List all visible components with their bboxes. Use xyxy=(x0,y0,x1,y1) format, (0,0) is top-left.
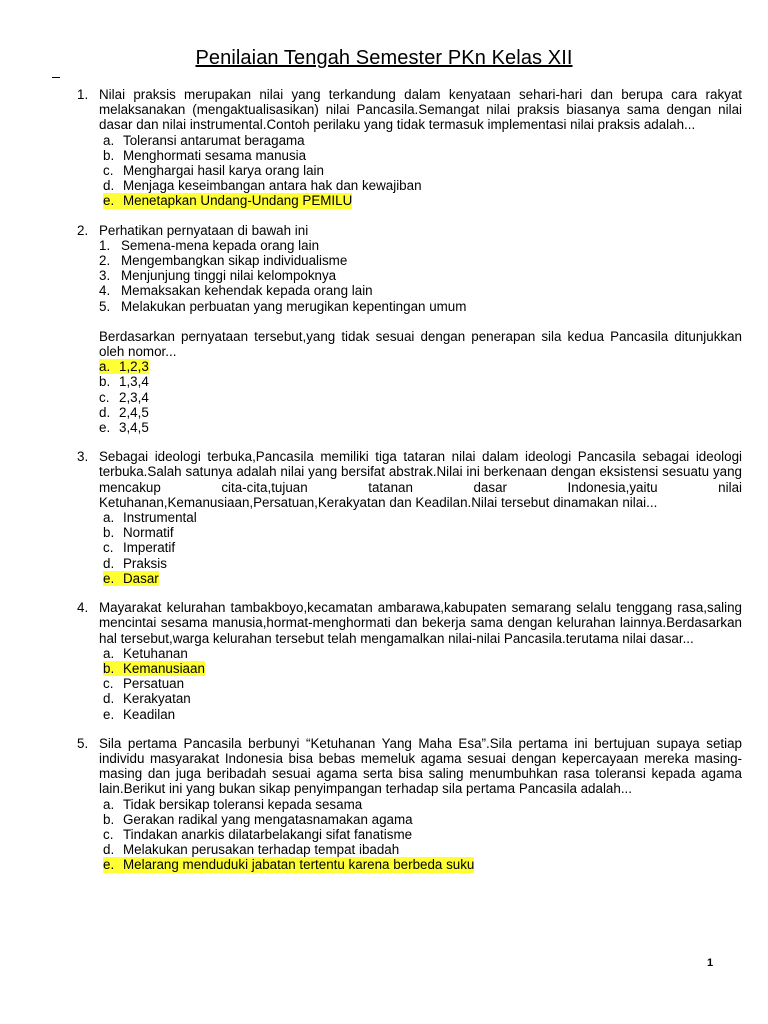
option-c: c. 2,3,4 xyxy=(99,389,149,405)
option-e: e. 3,4,5 xyxy=(99,420,149,436)
question-number: 4. xyxy=(77,600,89,616)
option-c: c. Imperatif xyxy=(103,540,176,556)
question-text: Perhatikan pernyataan di bawah ini xyxy=(99,222,309,238)
page-number: 1 xyxy=(707,957,714,969)
question-text: Sebagai ideologi terbuka,Pancasila memiliki tiga tataran nilai dalam ideologi Pancasila sebagai ideologi terbuka.Salah satunya adalah nilai yang bersifat abstrak.Nilai ini berkenaan dengan eksistensi sesuatu yang mencakup cita-cita,tujuan tatanan dasar Indonesia,yaitu nilai Ketuhanan,Kemanusiaan,Persatuan,Kerakyatan dan Keadilan.Nilai tersebut dinamakan nilai... xyxy=(99,449,742,510)
option-e-answer: e. Menetapkan Undang-Undang PEMILU xyxy=(103,193,353,209)
statement-1: 1. Semena-mena kepada orang lain xyxy=(99,237,320,253)
question-5 xyxy=(77,736,742,873)
option-a: a. Ketuhanan xyxy=(103,645,188,661)
option-a: a. Instrumental xyxy=(103,510,197,526)
option-d: d. Kerakyatan xyxy=(103,691,191,707)
question-number: 5. xyxy=(77,735,89,751)
option-b: b. Normatif xyxy=(103,525,174,541)
statement-5: 5. Melakukan perbuatan yang merugikan kepentingan umum xyxy=(99,298,467,314)
option-e-answer: e. Dasar xyxy=(103,570,159,586)
stray-mark xyxy=(52,77,60,78)
statement-3: 3. Menjunjung tinggi nilai kelompoknya xyxy=(99,268,337,284)
option-a: a. Tidak bersikap toleransi kepada sesama xyxy=(103,796,363,812)
option-c: c. Menghargai hasil karya orang lain xyxy=(103,163,324,179)
statement-4: 4. Memaksakan kehendak kepada orang lain xyxy=(99,283,373,299)
option-b: b. Gerakan radikal yang mengatasnamakan agama xyxy=(103,811,413,827)
option-e: e. Keadilan xyxy=(103,706,176,722)
option-b: b. 1,3,4 xyxy=(99,374,149,390)
question-1 xyxy=(77,87,742,209)
statement-2: 2. Mengembangkan sikap individualisme xyxy=(99,253,348,269)
option-d: d. Melakukan perusakan terhadap tempat ibadah xyxy=(103,842,400,858)
option-b: b. Menghormati sesama manusia xyxy=(103,147,307,163)
option-b-answer: b. Kemanusiaan xyxy=(103,660,205,676)
question-text: Nilai praksis merupakan nilai yang terkandung dalam kenyataan sehari-hari dan berupa cara rakyat melaksanakan (mengaktualisasikan) nilai Pancasila.Semangat nilai praksis biasanya sama dengan nilai dasar dan nilai instrumental.Contoh perilaku yang tidak termasuk implementasi nilai praksis adalah... xyxy=(99,87,742,133)
question-list xyxy=(77,87,742,873)
option-a-answer: a. 1,2,3 xyxy=(99,359,149,375)
question-4 xyxy=(77,600,742,722)
option-c: c. Persatuan xyxy=(103,676,185,692)
question-number: 2. xyxy=(77,222,89,238)
question-text-2: Berdasarkan pernyataan tersebut,yang tidak sesuai dengan penerapan sila kedua Pancasila ditunjukkan oleh nomor... xyxy=(99,328,742,360)
option-d: d. 2,4,5 xyxy=(99,404,149,420)
page-title: Penilaian Tengah Semester PKn Kelas XII xyxy=(195,47,573,69)
option-e-answer: e. Melarang menduduki jabatan tertentu karena berbeda suku xyxy=(103,857,475,873)
question-text: Mayarakat kelurahan tambakboyo,kecamatan ambarawa,kabupaten semarang selalu tenggang rasa,saling mencintai sesama manusia,hormat-menghormati dan bekerja sama dengan kelurahan lainnya.Berdasarkan hal tersebut,warga kelurahan tersebut telah mengamalkan nilai-nilai Pancasila.terutama nilai dasar... xyxy=(99,600,742,646)
question-number: 3. xyxy=(77,449,89,465)
option-d: d. Menjaga keseimbangan antara hak dan kewajiban xyxy=(103,178,422,194)
option-c: c. Tindakan anarkis dilatarbelakangi sifat fanatisme xyxy=(103,826,413,842)
question-text: Sila pertama Pancasila berbunyi “Ketuhanan Yang Maha Esa”.Sila pertama ini bertujuan supaya setiap individu masyarakat Indonesia bisa bebas memeluk agama sesuai dengan kepercayaan mereka masing-masing dan juga beribadah sesuai agama serta bisa saling menumbuhkan rasa toleransi kepada agama lain.Berikut ini yang bukan sikap penyimpangan terhadap sila pertama Pancasila adalah... xyxy=(99,735,742,797)
option-a: a. Toleransi antarumat beragama xyxy=(103,132,305,148)
question-2 xyxy=(77,223,742,436)
question-number: 1. xyxy=(77,87,89,102)
question-3 xyxy=(77,449,742,586)
option-d: d. Praksis xyxy=(103,555,167,571)
